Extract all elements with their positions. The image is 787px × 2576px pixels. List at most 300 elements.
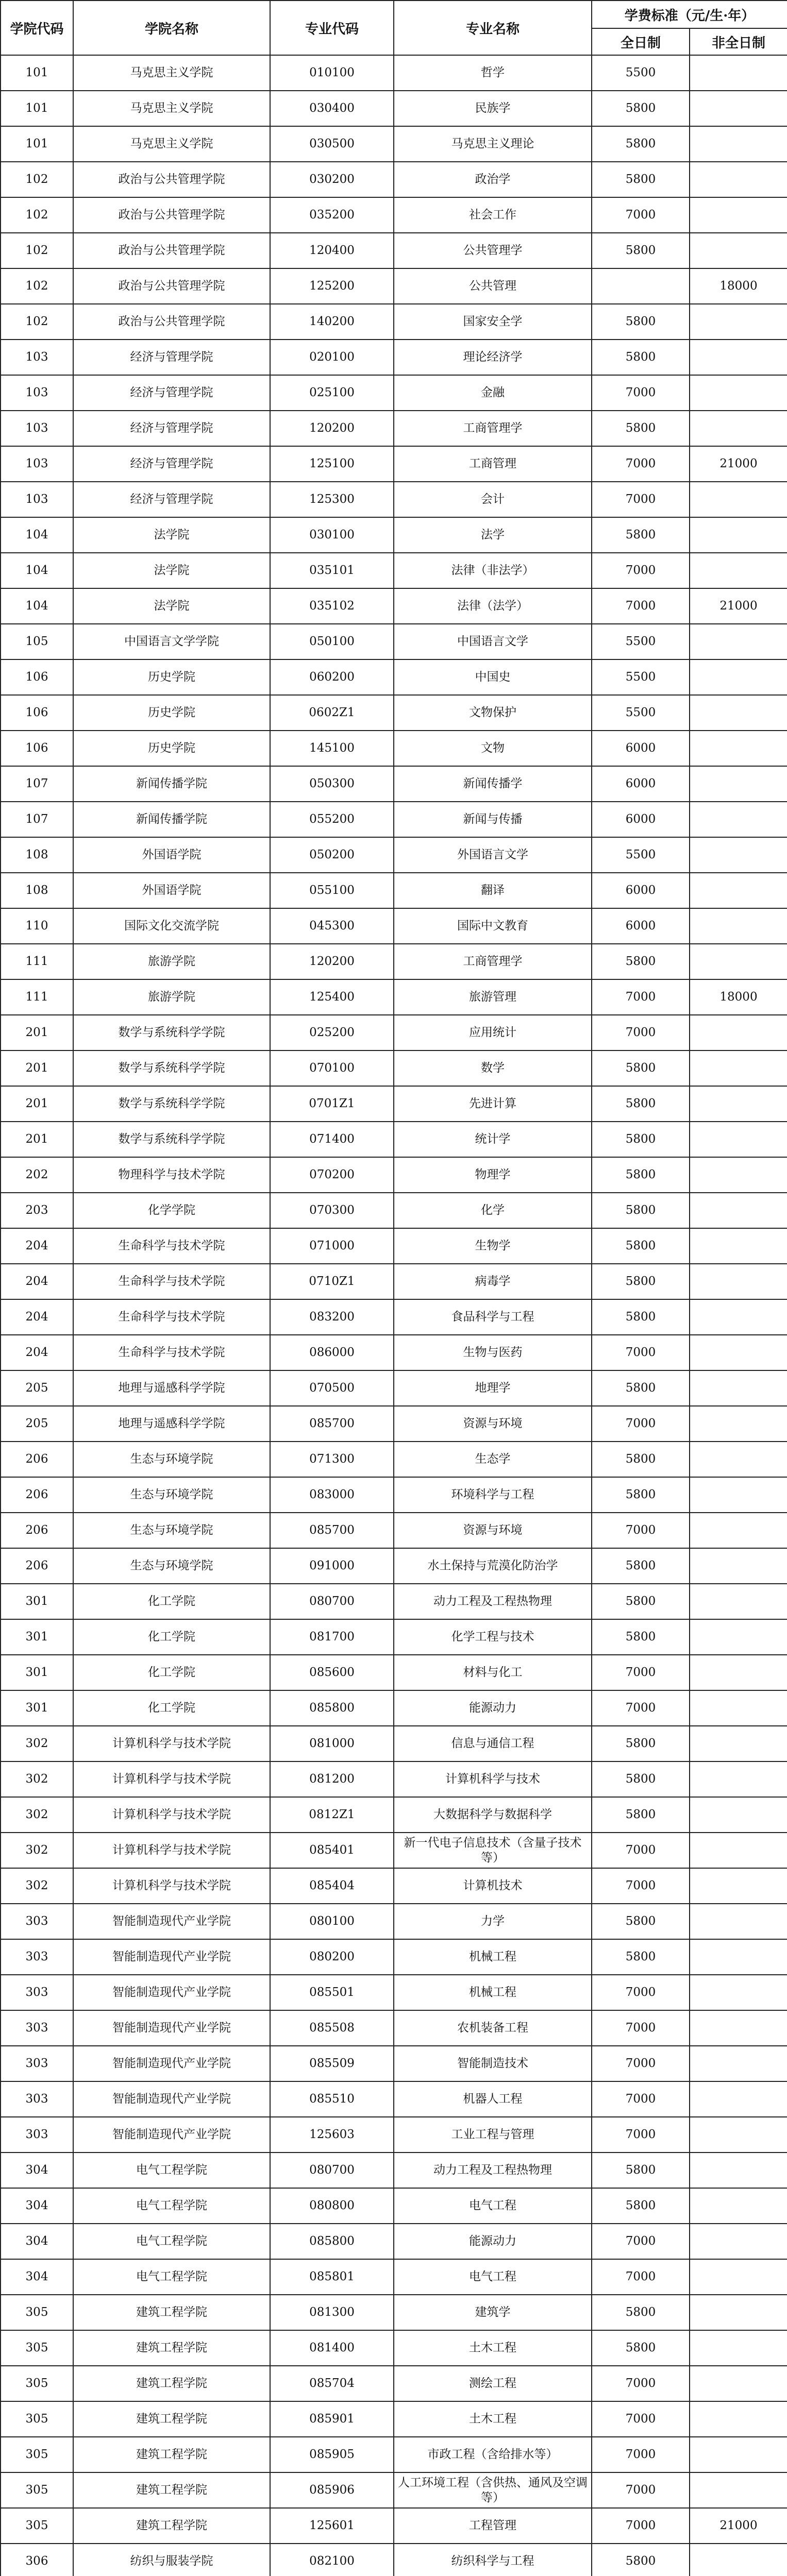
header-college-code: 学院代码 xyxy=(1,1,73,55)
cell-major-code: 081700 xyxy=(270,1619,394,1655)
table-row xyxy=(1,1833,787,1868)
cell-college-code: 102 xyxy=(1,233,73,268)
cell-major-name: 民族学 xyxy=(394,91,592,126)
cell-college-code: 103 xyxy=(1,411,73,446)
cell-part-time: 21000 xyxy=(690,2508,787,2544)
cell-part-time xyxy=(690,375,787,411)
cell-college-name: 物理科学与技术学院 xyxy=(73,1157,270,1193)
cell-college-code: 101 xyxy=(1,126,73,162)
cell-major-code: 083200 xyxy=(270,1299,394,1335)
cell-major-name: 资源与环境 xyxy=(394,1406,592,1442)
cell-part-time xyxy=(690,2153,787,2188)
cell-major-code: 080700 xyxy=(270,1584,394,1619)
cell-full-time: 5500 xyxy=(592,837,690,873)
cell-college-code: 204 xyxy=(1,1228,73,1264)
cell-full-time: 7000 xyxy=(592,979,690,1015)
cell-major-name: 计算机科学与技术 xyxy=(394,1761,592,1797)
cell-major-code: 081400 xyxy=(270,2330,394,2366)
cell-college-name: 马克思主义学院 xyxy=(73,55,270,91)
cell-part-time xyxy=(690,944,787,979)
cell-part-time xyxy=(690,2117,787,2153)
cell-college-code: 201 xyxy=(1,1086,73,1122)
cell-full-time: 7000 xyxy=(592,2508,690,2544)
cell-major-code: 050200 xyxy=(270,837,394,873)
table-row xyxy=(1,2401,787,2437)
cell-college-code: 303 xyxy=(1,2046,73,2081)
header-fee-standard: 学费标准（元/生·年） xyxy=(592,1,787,28)
cell-full-time: 7000 xyxy=(592,2117,690,2153)
cell-college-code: 201 xyxy=(1,1050,73,1086)
table-row xyxy=(1,1193,787,1228)
cell-college-code: 102 xyxy=(1,197,73,233)
table-row xyxy=(1,2544,787,2576)
cell-major-name: 机器人工程 xyxy=(394,2081,592,2117)
cell-full-time: 7000 xyxy=(592,2081,690,2117)
cell-major-name: 新闻与传播 xyxy=(394,802,592,837)
cell-major-code: 080700 xyxy=(270,2153,394,2188)
cell-college-code: 107 xyxy=(1,766,73,802)
cell-part-time xyxy=(690,2046,787,2081)
cell-college-code: 305 xyxy=(1,2437,73,2472)
cell-major-code: 120400 xyxy=(270,233,394,268)
table-row xyxy=(1,197,787,233)
cell-full-time: 5800 xyxy=(592,1299,690,1335)
cell-full-time: 5800 xyxy=(592,1050,690,1086)
cell-major-code: 060200 xyxy=(270,659,394,695)
cell-major-name: 政治学 xyxy=(394,162,592,197)
cell-college-code: 103 xyxy=(1,482,73,517)
cell-major-code: 0602Z1 xyxy=(270,695,394,731)
cell-major-code: 091000 xyxy=(270,1548,394,1584)
cell-college-name: 法学院 xyxy=(73,588,270,624)
cell-part-time xyxy=(690,482,787,517)
cell-major-code: 085704 xyxy=(270,2366,394,2401)
cell-part-time xyxy=(690,1833,787,1868)
cell-full-time: 5800 xyxy=(592,1228,690,1264)
cell-part-time xyxy=(690,2010,787,2046)
cell-college-name: 历史学院 xyxy=(73,659,270,695)
cell-full-time: 5800 xyxy=(592,91,690,126)
table-row xyxy=(1,1157,787,1193)
cell-college-name: 马克思主义学院 xyxy=(73,126,270,162)
cell-full-time: 5800 xyxy=(592,1619,690,1655)
table-row xyxy=(1,695,787,731)
cell-full-time: 7000 xyxy=(592,588,690,624)
cell-college-name: 生命科学与技术学院 xyxy=(73,1264,270,1299)
cell-college-code: 108 xyxy=(1,837,73,873)
cell-part-time xyxy=(690,2472,787,2508)
cell-part-time xyxy=(690,162,787,197)
cell-major-code: 085905 xyxy=(270,2437,394,2472)
cell-college-code: 304 xyxy=(1,2153,73,2188)
cell-part-time xyxy=(690,1690,787,1726)
cell-college-name: 政治与公共管理学院 xyxy=(73,197,270,233)
cell-part-time xyxy=(690,55,787,91)
cell-major-code: 070500 xyxy=(270,1370,394,1406)
cell-part-time xyxy=(690,2366,787,2401)
cell-college-code: 206 xyxy=(1,1442,73,1477)
cell-college-code: 201 xyxy=(1,1122,73,1157)
cell-major-name: 农机装备工程 xyxy=(394,2010,592,2046)
cell-major-code: 030400 xyxy=(270,91,394,126)
cell-college-code: 302 xyxy=(1,1868,73,1904)
cell-college-code: 305 xyxy=(1,2401,73,2437)
cell-college-code: 302 xyxy=(1,1761,73,1797)
cell-major-name: 应用统计 xyxy=(394,1015,592,1050)
cell-major-code: 085501 xyxy=(270,1975,394,2010)
cell-part-time xyxy=(690,1619,787,1655)
table-row xyxy=(1,2366,787,2401)
cell-major-name: 物理学 xyxy=(394,1157,592,1193)
table-row xyxy=(1,482,787,517)
cell-college-name: 旅游学院 xyxy=(73,944,270,979)
cell-part-time xyxy=(690,1050,787,1086)
cell-full-time: 5800 xyxy=(592,1157,690,1193)
cell-college-name: 电气工程学院 xyxy=(73,2153,270,2188)
cell-full-time: 7000 xyxy=(592,2259,690,2295)
cell-college-name: 建筑工程学院 xyxy=(73,2437,270,2472)
cell-college-name: 数学与系统科学学院 xyxy=(73,1050,270,1086)
table-row xyxy=(1,2295,787,2330)
cell-college-name: 纺织与服装学院 xyxy=(73,2544,270,2576)
cell-full-time: 5800 xyxy=(592,126,690,162)
cell-part-time xyxy=(690,1264,787,1299)
cell-college-code: 206 xyxy=(1,1477,73,1513)
cell-major-code: 050100 xyxy=(270,624,394,659)
cell-full-time: 5800 xyxy=(592,944,690,979)
cell-major-code: 085700 xyxy=(270,1513,394,1548)
cell-part-time xyxy=(690,1193,787,1228)
cell-full-time: 5800 xyxy=(592,1477,690,1513)
cell-part-time xyxy=(690,802,787,837)
cell-major-code: 030200 xyxy=(270,162,394,197)
cell-major-code: 030100 xyxy=(270,517,394,553)
table-row xyxy=(1,304,787,340)
cell-major-name: 市政工程（含给排水等） xyxy=(394,2437,592,2472)
cell-major-name: 法学 xyxy=(394,517,592,553)
cell-college-code: 302 xyxy=(1,1726,73,1761)
cell-major-code: 085510 xyxy=(270,2081,394,2117)
cell-part-time xyxy=(690,731,787,766)
cell-college-name: 中国语言文学学院 xyxy=(73,624,270,659)
cell-college-name: 计算机科学与技术学院 xyxy=(73,1726,270,1761)
cell-part-time xyxy=(690,2188,787,2224)
cell-major-name: 纺织科学与工程 xyxy=(394,2544,592,2576)
table-row xyxy=(1,2010,787,2046)
cell-full-time: 5800 xyxy=(592,2330,690,2366)
table-row xyxy=(1,1797,787,1833)
table-row xyxy=(1,802,787,837)
cell-college-name: 新闻传播学院 xyxy=(73,802,270,837)
cell-major-name: 哲学 xyxy=(394,55,592,91)
cell-part-time xyxy=(690,517,787,553)
cell-part-time xyxy=(690,659,787,695)
table-row xyxy=(1,659,787,695)
cell-college-code: 102 xyxy=(1,162,73,197)
cell-major-name: 会计 xyxy=(394,482,592,517)
cell-major-name: 材料与化工 xyxy=(394,1655,592,1690)
cell-full-time: 5800 xyxy=(592,1761,690,1797)
cell-college-name: 生态与环境学院 xyxy=(73,1513,270,1548)
cell-major-name: 力学 xyxy=(394,1904,592,1939)
table-row xyxy=(1,1619,787,1655)
cell-major-code: 045300 xyxy=(270,908,394,944)
cell-major-name: 病毒学 xyxy=(394,1264,592,1299)
cell-major-name: 食品科学与工程 xyxy=(394,1299,592,1335)
cell-major-code: 070200 xyxy=(270,1157,394,1193)
table-row xyxy=(1,517,787,553)
cell-college-code: 206 xyxy=(1,1548,73,1584)
cell-full-time: 5800 xyxy=(592,1939,690,1975)
cell-college-name: 化学学院 xyxy=(73,1193,270,1228)
cell-major-code: 145100 xyxy=(270,731,394,766)
cell-major-code: 085600 xyxy=(270,1655,394,1690)
cell-college-code: 201 xyxy=(1,1015,73,1050)
cell-college-code: 304 xyxy=(1,2259,73,2295)
cell-major-name: 中国语言文学 xyxy=(394,624,592,659)
table-row xyxy=(1,766,787,802)
cell-major-code: 120200 xyxy=(270,411,394,446)
table-row xyxy=(1,1690,787,1726)
cell-full-time: 5500 xyxy=(592,55,690,91)
table-row xyxy=(1,2224,787,2259)
cell-full-time: 5800 xyxy=(592,233,690,268)
table-row xyxy=(1,624,787,659)
table-row xyxy=(1,2046,787,2081)
cell-college-name: 电气工程学院 xyxy=(73,2259,270,2295)
cell-major-name: 文物保护 xyxy=(394,695,592,731)
cell-college-name: 生态与环境学院 xyxy=(73,1442,270,1477)
cell-college-name: 政治与公共管理学院 xyxy=(73,304,270,340)
cell-full-time: 6000 xyxy=(592,873,690,908)
cell-college-name: 生态与环境学院 xyxy=(73,1477,270,1513)
table-row xyxy=(1,411,787,446)
cell-college-name: 智能制造现代产业学院 xyxy=(73,2081,270,2117)
cell-major-code: 025200 xyxy=(270,1015,394,1050)
cell-college-name: 法学院 xyxy=(73,553,270,588)
cell-major-name: 人工环境工程（含供热、通风及空调等） xyxy=(394,2472,592,2508)
cell-major-code: 081300 xyxy=(270,2295,394,2330)
table-row xyxy=(1,944,787,979)
cell-major-name: 生态学 xyxy=(394,1442,592,1477)
cell-college-code: 106 xyxy=(1,659,73,695)
cell-major-code: 085901 xyxy=(270,2401,394,2437)
cell-major-name: 文物 xyxy=(394,731,592,766)
cell-major-name: 计算机技术 xyxy=(394,1868,592,1904)
cell-major-code: 085906 xyxy=(270,2472,394,2508)
cell-major-name: 新一代电子信息技术（含量子技术等） xyxy=(394,1833,592,1868)
cell-full-time xyxy=(592,268,690,304)
cell-part-time xyxy=(690,126,787,162)
cell-full-time: 7000 xyxy=(592,553,690,588)
cell-part-time xyxy=(690,1406,787,1442)
cell-college-code: 205 xyxy=(1,1406,73,1442)
cell-part-time xyxy=(690,873,787,908)
cell-major-name: 工商管理学 xyxy=(394,944,592,979)
cell-major-name: 法律（非法学） xyxy=(394,553,592,588)
table-row xyxy=(1,1050,787,1086)
cell-major-code: 085401 xyxy=(270,1833,394,1868)
cell-college-code: 205 xyxy=(1,1370,73,1406)
cell-major-name: 国家安全学 xyxy=(394,304,592,340)
cell-major-code: 071000 xyxy=(270,1228,394,1264)
table-row xyxy=(1,1761,787,1797)
cell-part-time xyxy=(690,1442,787,1477)
cell-major-name: 地理学 xyxy=(394,1370,592,1406)
cell-major-code: 085800 xyxy=(270,2224,394,2259)
cell-college-name: 计算机科学与技术学院 xyxy=(73,1761,270,1797)
cell-college-name: 生态与环境学院 xyxy=(73,1548,270,1584)
cell-college-name: 经济与管理学院 xyxy=(73,340,270,375)
cell-college-code: 107 xyxy=(1,802,73,837)
cell-part-time xyxy=(690,2295,787,2330)
cell-full-time: 5800 xyxy=(592,1086,690,1122)
cell-college-name: 经济与管理学院 xyxy=(73,482,270,517)
cell-college-code: 301 xyxy=(1,1584,73,1619)
cell-college-name: 历史学院 xyxy=(73,731,270,766)
cell-college-code: 206 xyxy=(1,1513,73,1548)
cell-college-name: 数学与系统科学学院 xyxy=(73,1015,270,1050)
cell-major-code: 125200 xyxy=(270,268,394,304)
cell-full-time: 5800 xyxy=(592,1584,690,1619)
table-row xyxy=(1,375,787,411)
cell-college-code: 305 xyxy=(1,2366,73,2401)
cell-part-time xyxy=(690,553,787,588)
cell-major-name: 公共管理学 xyxy=(394,233,592,268)
cell-college-code: 203 xyxy=(1,1193,73,1228)
cell-part-time xyxy=(690,411,787,446)
cell-college-name: 数学与系统科学学院 xyxy=(73,1122,270,1157)
cell-full-time: 6000 xyxy=(592,802,690,837)
cell-college-name: 外国语学院 xyxy=(73,873,270,908)
cell-major-name: 资源与环境 xyxy=(394,1513,592,1548)
cell-college-name: 化工学院 xyxy=(73,1690,270,1726)
cell-major-code: 085800 xyxy=(270,1690,394,1726)
cell-part-time xyxy=(690,1086,787,1122)
table-row xyxy=(1,2117,787,2153)
cell-full-time: 5800 xyxy=(592,162,690,197)
cell-major-name: 工商管理 xyxy=(394,446,592,482)
cell-college-code: 303 xyxy=(1,1904,73,1939)
table-row xyxy=(1,1370,787,1406)
cell-college-code: 103 xyxy=(1,375,73,411)
cell-major-name: 统计学 xyxy=(394,1122,592,1157)
cell-major-code: 125100 xyxy=(270,446,394,482)
cell-college-code: 105 xyxy=(1,624,73,659)
cell-major-code: 125300 xyxy=(270,482,394,517)
cell-full-time: 5800 xyxy=(592,2188,690,2224)
cell-full-time: 7000 xyxy=(592,2366,690,2401)
cell-full-time: 7000 xyxy=(592,197,690,233)
table-row xyxy=(1,1513,787,1548)
cell-college-name: 智能制造现代产业学院 xyxy=(73,2117,270,2153)
cell-college-code: 103 xyxy=(1,446,73,482)
cell-full-time: 5800 xyxy=(592,1442,690,1477)
cell-major-name: 化学工程与技术 xyxy=(394,1619,592,1655)
cell-part-time xyxy=(690,1548,787,1584)
table-row xyxy=(1,446,787,482)
cell-major-name: 先进计算 xyxy=(394,1086,592,1122)
cell-college-code: 102 xyxy=(1,304,73,340)
table-row xyxy=(1,1655,787,1690)
cell-college-code: 104 xyxy=(1,553,73,588)
cell-full-time: 7000 xyxy=(592,2437,690,2472)
cell-major-name: 生物学 xyxy=(394,1228,592,1264)
cell-college-code: 303 xyxy=(1,1975,73,2010)
cell-college-name: 化工学院 xyxy=(73,1584,270,1619)
cell-major-code: 0812Z1 xyxy=(270,1797,394,1833)
cell-major-name: 金融 xyxy=(394,375,592,411)
cell-major-code: 0710Z1 xyxy=(270,1264,394,1299)
cell-college-name: 历史学院 xyxy=(73,695,270,731)
cell-major-name: 机械工程 xyxy=(394,1939,592,1975)
cell-part-time xyxy=(690,1939,787,1975)
cell-major-code: 125603 xyxy=(270,2117,394,2153)
cell-full-time: 5800 xyxy=(592,2153,690,2188)
cell-part-time xyxy=(690,837,787,873)
table-row xyxy=(1,1335,787,1370)
cell-full-time: 7000 xyxy=(592,2224,690,2259)
cell-college-name: 政治与公共管理学院 xyxy=(73,268,270,304)
cell-major-name: 电气工程 xyxy=(394,2188,592,2224)
cell-full-time: 5800 xyxy=(592,1726,690,1761)
table-row xyxy=(1,1939,787,1975)
cell-full-time: 5800 xyxy=(592,2295,690,2330)
cell-part-time xyxy=(690,233,787,268)
table-row xyxy=(1,1228,787,1264)
cell-part-time xyxy=(690,2401,787,2437)
header-major-name: 专业名称 xyxy=(394,1,592,55)
cell-college-code: 202 xyxy=(1,1157,73,1193)
header-college-name: 学院名称 xyxy=(73,1,270,55)
cell-college-name: 电气工程学院 xyxy=(73,2188,270,2224)
cell-college-name: 地理与遥感科学学院 xyxy=(73,1370,270,1406)
header-major-code: 专业代码 xyxy=(270,1,394,55)
cell-college-code: 101 xyxy=(1,55,73,91)
cell-major-name: 土木工程 xyxy=(394,2401,592,2437)
cell-college-name: 建筑工程学院 xyxy=(73,2366,270,2401)
cell-full-time: 5500 xyxy=(592,695,690,731)
cell-college-code: 104 xyxy=(1,517,73,553)
cell-full-time: 7000 xyxy=(592,2046,690,2081)
header-part-time: 非全日制 xyxy=(690,28,787,55)
cell-college-code: 303 xyxy=(1,2117,73,2153)
cell-full-time: 5500 xyxy=(592,624,690,659)
cell-full-time: 7000 xyxy=(592,1868,690,1904)
cell-major-name: 能源动力 xyxy=(394,1690,592,1726)
table-row xyxy=(1,340,787,375)
cell-major-code: 085404 xyxy=(270,1868,394,1904)
cell-full-time: 5800 xyxy=(592,1904,690,1939)
cell-college-name: 智能制造现代产业学院 xyxy=(73,1904,270,1939)
cell-major-code: 086000 xyxy=(270,1335,394,1370)
cell-major-code: 055100 xyxy=(270,873,394,908)
cell-major-code: 071300 xyxy=(270,1442,394,1477)
cell-college-code: 305 xyxy=(1,2295,73,2330)
cell-college-code: 106 xyxy=(1,695,73,731)
cell-part-time xyxy=(690,695,787,731)
table-row xyxy=(1,1868,787,1904)
cell-major-name: 信息与通信工程 xyxy=(394,1726,592,1761)
cell-full-time: 6000 xyxy=(592,731,690,766)
cell-major-name: 马克思主义理论 xyxy=(394,126,592,162)
table-row xyxy=(1,2081,787,2117)
cell-full-time: 5800 xyxy=(592,1548,690,1584)
cell-major-code: 125400 xyxy=(270,979,394,1015)
cell-part-time xyxy=(690,2259,787,2295)
cell-college-code: 301 xyxy=(1,1619,73,1655)
cell-major-code: 085700 xyxy=(270,1406,394,1442)
